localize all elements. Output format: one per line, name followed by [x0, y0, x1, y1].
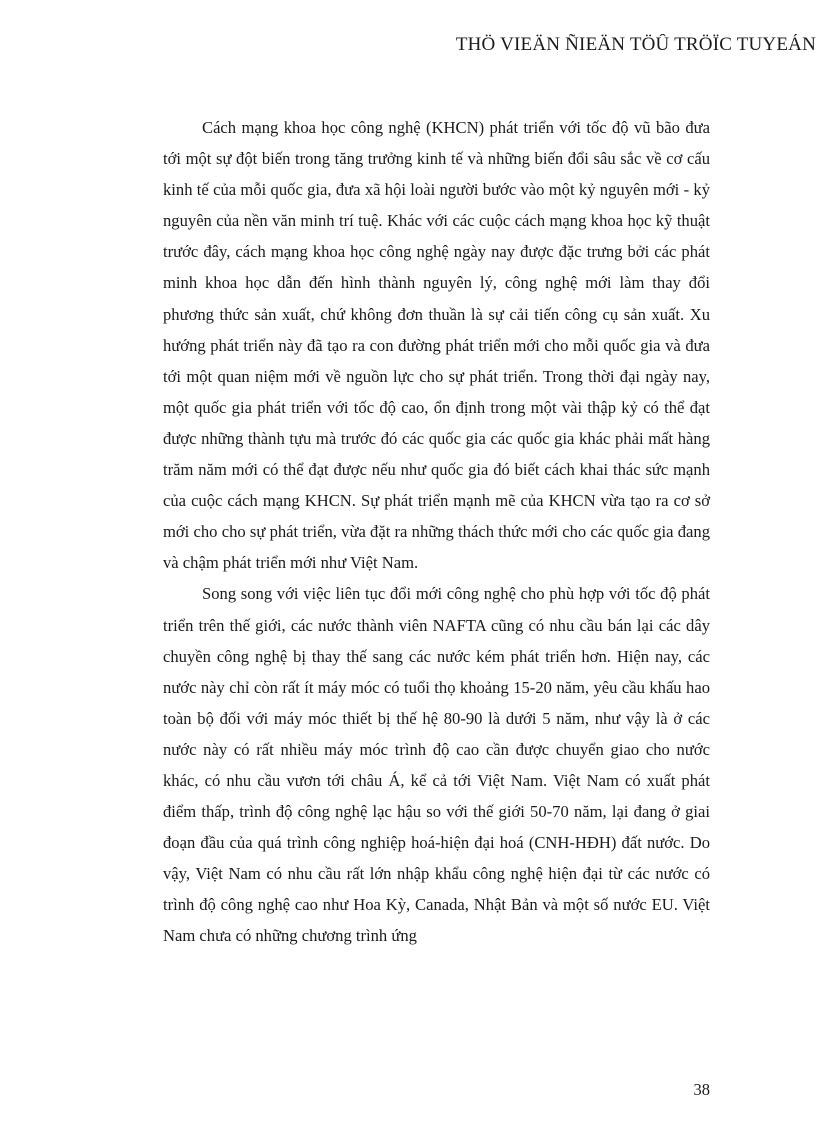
page-number: 38	[693, 1080, 710, 1099]
body-paragraph: Cách mạng khoa học công nghệ (KHCN) phát triển với tốc độ vũ bão đưa tới một sự đột biến trong tăng trưởng kinh tế và những biến đổi sâu sắc về cơ cấu kinh tế của mỗi quốc gia, đưa xã hội loài người bước vào một kỷ nguyên mới - kỷ nguyên của nền văn minh trí tuệ. Khác với các cuộc cách mạng khoa học kỹ thuật trước đây, cách mạng khoa học công nghệ ngày nay được đặc trưng bởi các phát minh khoa học dẫn đến hình thành nguyên lý, công nghệ mới làm thay đổi phương thức sản xuất, chứ không đơn thuần là sự cải tiến công cụ sản xuất. Xu hướng phát triển này đã tạo ra con đường phát triển mới cho mỗi quốc gia và đưa tới một quan niệm mới về nguồn lực cho sự phát triển. Trong thời đại ngày nay, một quốc gia phát triển với tốc độ cao, ổn định trong một vài thập kỷ có thể đạt được những thành tựu mà trước đó các quốc gia các quốc gia khác phải mất hàng trăm năm mới có thể đạt được nếu như quốc gia đó biết cách khai thác sức mạnh của cuộc cách mạng KHCN. Sự phát triển mạnh mẽ của KHCN vừa tạo ra cơ sở mới cho cho sự phát triển, vừa đặt ra những thách thức mới cho các quốc gia đang và chậm phát triển mới như Việt Nam.	[163, 118, 710, 573]
document-body	[163, 112, 710, 952]
body-paragraph: Song song với việc liên tục đổi mới công nghệ cho phù hợp với tốc độ phát triển trên thế giới, các nước thành viên NAFTA cũng có nhu cầu bán lại các dây chuyền công nghệ bị thay thế sang các nước kém phát triển hơn. Hiện nay, các nước này chỉ còn rất ít máy móc có tuổi thọ khoảng 15-20 năm, yêu cầu khấu hao toàn bộ đối với máy móc thiết bị thế hệ 80-90 là dưới 5 năm, như vậy là ở các nước này có rất nhiều máy móc trình độ cao cần được chuyển giao cho nước khác, có nhu cầu vươn tới châu Á, kể cả tới Việt Nam. Việt Nam có xuất phát điểm thấp, trình độ công nghệ lạc hậu so với thế giới 50-70 năm, lại đang ở giai đoạn đầu của quá trình công nghiệp hoá-hiện đại hoá (CNH-HĐH) đất nước. Do vậy, Việt Nam có nhu cầu rất lớn nhập khẩu công nghệ hiện đại từ các nước có trình độ công nghệ cao như Hoa Kỳ, Canada, Nhật Bản và một số nước EU. Việt Nam chưa có những chương trình ứng	[163, 584, 710, 946]
running-header: THÖ VIEÄN ÑIEÄN TÖÛ TRÖÏC TUYEÁN	[455, 34, 816, 55]
